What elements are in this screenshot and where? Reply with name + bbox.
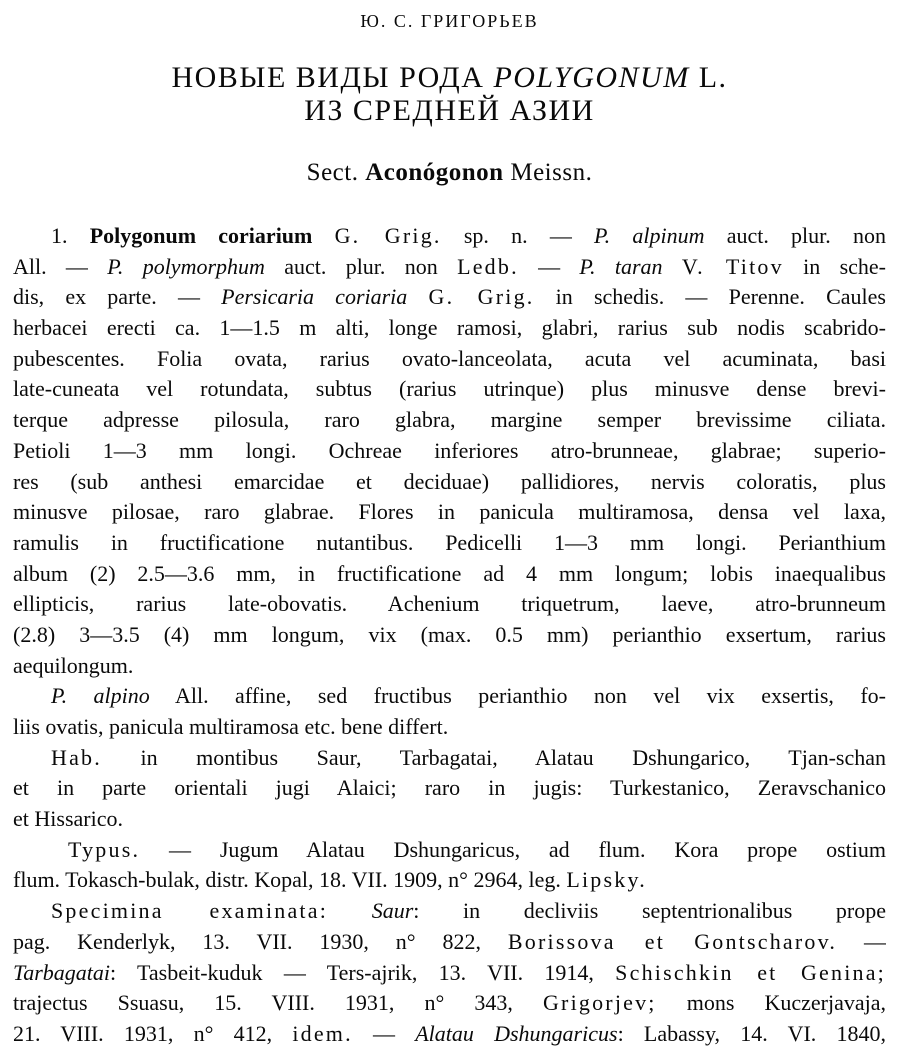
text-segment: P. alpinum	[594, 223, 705, 248]
body-line	[13, 528, 886, 559]
body-line	[13, 589, 886, 620]
text-segment: POLYGONUM	[493, 61, 690, 94]
text-segment: in schedis. — Perenne. Caules	[534, 284, 886, 310]
text-segment: album (2) 2.5—3.6 mm, in fructificatione ad 4 mm longum; lobis inaequalibus	[13, 560, 886, 586]
body-line	[13, 651, 886, 682]
text-segment	[663, 254, 682, 279]
author-header: Ю. С. ГРИГОРЬЕВ	[360, 11, 539, 31]
text-segment: late-cuneata vel rotundata, subtus (rarius utrinque) plus minusve dense brevi-	[13, 376, 886, 402]
paragraph	[13, 896, 886, 1049]
text-segment: All. affine, sed fructibus perianthio non vel vix exsertis, fo-	[149, 683, 886, 709]
title-line	[13, 94, 886, 127]
body-line	[13, 712, 886, 743]
body-line	[13, 896, 886, 927]
text-segment: res (sub anthesi emarcidae et deciduae) pallidiores, nervis coloratis, plus	[13, 468, 886, 494]
text-segment: terque adpresse pilosula, raro glabra, margine semper brevissime ciliata.	[13, 407, 886, 433]
text-segment: All. —	[13, 253, 108, 279]
text-segment: (2.8) 3—3.5 (4) mm longum, vix (max. 0.5 mm) perianthio exsertum, rarius	[13, 621, 886, 647]
body-line	[13, 467, 886, 498]
text-segment: 1.	[51, 223, 90, 248]
body-line	[13, 282, 886, 313]
body-line	[13, 927, 886, 958]
text-segment: Petioli 1—3 mm longi. Ochreae inferiores atro-brunneae, glabrae; superio-	[13, 437, 886, 463]
body-line	[13, 988, 886, 1019]
text-segment: flum. Tokasch-bulak, distr. Kopal, 18. VII. 1909, n° 2964, leg.	[13, 867, 567, 893]
text-segment: pag. Kenderlyk, 13. VII. 1930, n° 822,	[13, 928, 508, 954]
text-segment: in montibus Saur, Tarbagatai, Alatau Dshungarico, Tjan-schan	[101, 744, 886, 770]
text-segment: — Jugum Alatau Dshungaricus, ad flum. Kora prope ostium	[140, 836, 886, 862]
text-segment: dis, ex parte. —	[13, 284, 222, 310]
text-segment: aequilongum.	[13, 652, 134, 678]
text-segment: Alatau Dshungaricus	[415, 1020, 618, 1046]
text-segment: G. Grig.	[334, 223, 442, 248]
text-segment	[328, 898, 372, 923]
text-segment: P. taran	[579, 253, 663, 279]
article-title	[13, 61, 886, 127]
text-segment: Meissn.	[503, 159, 593, 186]
body-line	[13, 405, 886, 436]
text-segment: G. Grig.	[428, 284, 535, 310]
body-line	[13, 773, 886, 804]
body-line	[13, 835, 886, 866]
article-body	[13, 221, 886, 1050]
body-line	[13, 681, 886, 712]
body-line	[13, 958, 886, 989]
text-segment: Saur	[371, 898, 414, 924]
text-segment: Aconógonon	[365, 159, 504, 186]
body-line	[13, 252, 886, 283]
text-segment: et in parte orientali jugi Alaici; raro in jugis: Turkestanico, Zeravschanico	[13, 775, 886, 801]
body-line	[13, 559, 886, 590]
text-segment: Typus.	[68, 836, 141, 862]
text-segment: et Hissarico.	[13, 806, 123, 832]
text-segment: P. alpino	[51, 683, 150, 709]
text-segment: in sche-	[783, 253, 886, 279]
paragraph	[13, 743, 886, 835]
text-segment: sp. n. —	[441, 223, 595, 248]
text-segment: Hab.	[51, 744, 102, 770]
body-line	[13, 804, 886, 835]
text-segment: idem.	[292, 1020, 353, 1046]
text-segment	[312, 223, 334, 248]
text-segment: 21. VIII. 1931, n° 412,	[13, 1020, 293, 1046]
text-segment: auct. plur. non	[264, 253, 458, 279]
body-line	[13, 743, 886, 774]
text-segment: : in decliviis septentrionalibus prope	[413, 898, 886, 924]
text-segment: Lipsky.	[566, 867, 647, 893]
paragraph	[13, 681, 886, 742]
body-line	[13, 1019, 886, 1050]
text-segment: —	[837, 928, 886, 954]
section-heading	[13, 158, 886, 188]
text-segment: Grigorjev;	[542, 990, 657, 1016]
body-line	[13, 374, 886, 405]
body-line	[13, 620, 886, 651]
text-segment: P. polymorphum	[107, 253, 265, 279]
text-segment: Specimina examinata:	[51, 898, 329, 924]
body-line	[13, 313, 886, 344]
text-segment: pubescentes. Folia ovata, rarius ovato-lanceolata, acuta vel acuminata, basi	[13, 345, 886, 371]
text-segment: liis ovatis, panicula multiramosa etc. bene differt.	[13, 714, 449, 739]
text-segment: Borissova et Gontscharov.	[507, 928, 838, 954]
text-segment: —	[518, 253, 580, 279]
text-segment: minusve pilosae, raro glabrae. Flores in panicula multiramosa, densa vel laxa,	[13, 499, 886, 525]
body-line	[13, 436, 886, 467]
text-segment: V. Titov	[681, 253, 784, 279]
text-segment: Ledb.	[457, 253, 519, 279]
text-segment: ИЗ СРЕДНЕЙ АЗИИ	[304, 94, 595, 127]
text-segment: Sect.	[306, 159, 366, 186]
text-segment: —	[352, 1020, 416, 1046]
body-line	[13, 865, 886, 896]
text-segment: НОВЫЕ ВИДЫ РОДА	[171, 61, 494, 94]
title-line	[13, 61, 886, 94]
text-segment: ellipticis, rarius late-obovatis. Achenium triquetrum, laeve, atro-brunneum	[13, 591, 886, 617]
text-segment	[407, 284, 428, 309]
text-segment: Tarbagatai	[13, 959, 111, 985]
paragraph	[13, 221, 886, 681]
text-segment: Polygonum coriarium	[89, 223, 313, 248]
body-line	[13, 221, 886, 252]
text-segment: auct. plur. non	[704, 223, 886, 248]
text-segment: L.	[689, 61, 728, 94]
text-segment: trajectus Ssuasu, 15. VIII. 1931, n° 343,	[13, 990, 543, 1016]
text-segment: : Tasbeit-kuduk — Ters-ajrik, 13. VII. 1914,	[110, 959, 616, 985]
body-line	[13, 344, 886, 375]
body-line	[13, 497, 886, 528]
text-segment: : Labassy, 14. VI. 1840,	[617, 1020, 886, 1046]
text-segment: herbacei erecti ca. 1—1.5 m alti, longe ramosi, glabri, rarius sub nodis scabrido-	[13, 315, 886, 341]
text-segment: ramulis in fructificatione nutantibus. Pedicelli 1—3 mm longi. Perianthium	[13, 529, 886, 555]
text-segment: mons Kuczerjavaja,	[656, 990, 886, 1016]
text-segment: Persicaria coriaria	[221, 284, 408, 310]
text-segment: Schischkin et Genina;	[615, 959, 886, 985]
paragraph	[13, 835, 886, 896]
